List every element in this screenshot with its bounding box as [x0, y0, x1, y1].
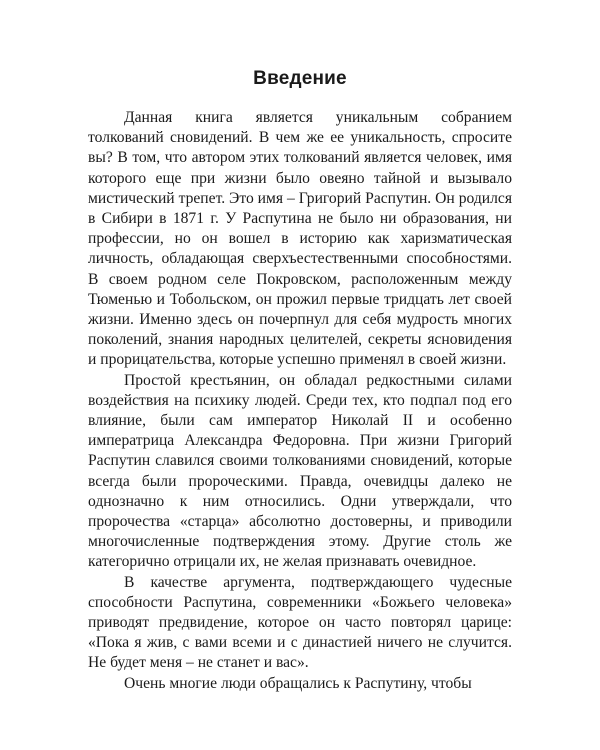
paragraph: Очень многие люди обращались к Распутину, чтобы: [124, 674, 472, 692]
paragraph: Простой крестьянин, он обладал редкостными силами воздействия на психику людей. Среди тех, кто подпал под его влияние, были сам император Николай II и особенно императрица Александра Федоровна. При жизни Григорий Распутин славился своими толкованиями сновидений, которые всегда были пророческими. Правда, очевидцы далеко не однозначно к ним относились. Одни утверждали, что пророчества «старца» абсолютно достоверны, и приводили многочисленные подтверждения этому. Другие столь же категорично отрицали их, не желая признавать очевидное.: [88, 371, 512, 571]
paragraph: Данная книга является уникальным собранием толкований сновидений. В чем же ее уникальность, спросите вы? В том, что автором этих толкований является человек, имя которого еще при жизни было овеяно тайной и вызывало мистический трепет. Это имя – Григорий Распутин. Он родился в Сибири в 1871 г. У Распутина не было ни образования, ни профессии, но он вошел в историю как харизматическая личность, обладающая сверхъестественными способностями. В своем родном селе Покровском, расположенным между Тюменью и Тобольском, он прожил первые тридцать лет своей жизни. Именно здесь он почерпнул для себя мудрость многих поколений, знания народных целителей, секреты ясновидения и прорицательства, которые успешно применял в своей жизни.: [88, 109, 512, 369]
body-text: [88, 108, 512, 694]
chapter-title: Введение: [253, 68, 347, 89]
paragraph: В качестве аргумента, подтверждающего чудесные способности Распутина, современники «Божьего человека» приводят предвидение, которое он часто повторял царице: «Пока я жив, с вами всеми и с династией ничего не случится. Не будет меня – не станет и вас».: [88, 573, 512, 672]
